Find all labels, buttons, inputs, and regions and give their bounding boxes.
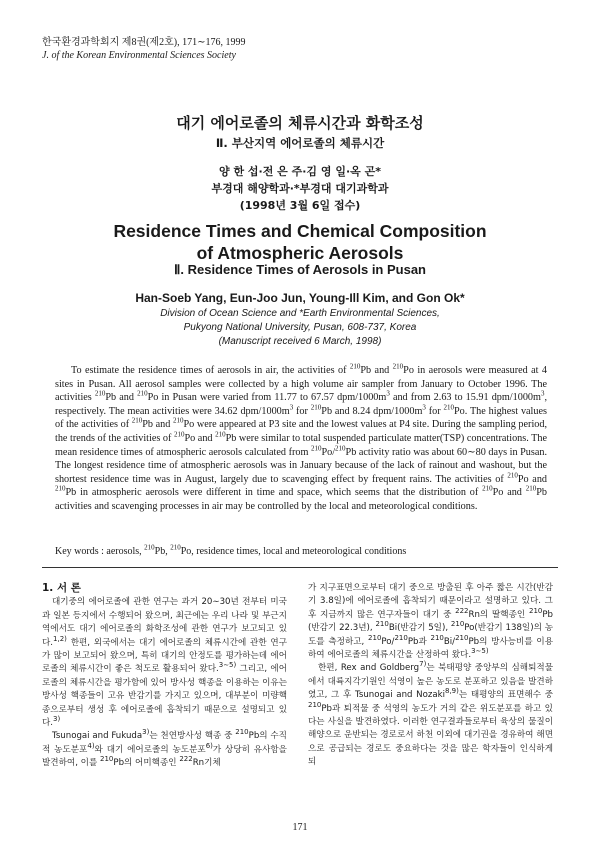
section-divider bbox=[42, 567, 558, 568]
page-number: 171 bbox=[292, 822, 308, 833]
english-title bbox=[0, 220, 600, 264]
keywords: Key words : aerosols, $^{210}$Pb, $^{210}$Po, residence times, local and meteorological conditions bbox=[55, 543, 407, 557]
korean-subtitle: Ⅱ. 부산지역 에어로졸의 체류시간 bbox=[215, 136, 385, 150]
body-column-left bbox=[42, 582, 287, 771]
korean-received-date: (1998년 3월 6일 접수) bbox=[239, 199, 361, 212]
english-affiliation-line1: Division of Ocean Science and *Earth Environmental Sciences, bbox=[160, 308, 440, 319]
body-column-right bbox=[308, 582, 553, 770]
english-author-names: Han-Soeb Yang, Eun-Joo Jun, Young-Ill Kim, and Gon Ok* bbox=[135, 291, 465, 305]
english-title-line2: of Atmospheric Aerosols bbox=[196, 243, 404, 263]
journal-header bbox=[42, 36, 245, 62]
english-received-date: (Manuscript received 6 March, 1998) bbox=[218, 336, 382, 347]
english-affiliation-line2: Pukyong National University, Pusan, 608-737, Korea bbox=[183, 322, 417, 333]
section-heading-introduction: 1. 서 론 bbox=[42, 582, 81, 594]
korean-title: 대기 에어로졸의 체류시간과 화학조성 bbox=[176, 114, 424, 132]
body-paragraph: 대기중의 에어로졸에 관한 연구는 과거 20∼30년 전부터 미국과 일본 등지에서 수행되어 왔으며, 최근에는 우리 나라 및 부근지역에서도 대기 에어로졸의 화학조성에 관한 연구가 보고되고 있다.$^{1,2)}$ 한편, 외국에서는 대기 에어로졸의 체류시간에 관한 연구가 많이 보고되어 왔으며, 특히 대기의 안정도를 평가하는데 에어로졸의 체류시간이 좋은 척도로 활용되어 왔다.$^{3\sim 5)}$ 그리고, 에어로졸의 체류시간을 평가함에 있어 방사성 핵종을 이용하는 이유는 방사성 핵종들이 고유 반감기를 가지고 있으며, 대부분이 미량핵종으로부터 생성 후 에어로졸에 흡착되기 때문으로 설명되고 있다.$^{3)}$ bbox=[42, 597, 287, 729]
english-affiliation-block bbox=[0, 307, 600, 349]
abstract: To estimate the residence times of aerosols in air, the activities of $^{210}$Pb and $^{210}$Po in aerosols were measured at 4 sites in Pusan. All aerosol samples were collected by a high volume air sampler from January to October 1996. The activities $^{210}$Pb and $^{210}$Po in Pusan were varied from 11.77 to 67.57 dpm/$1000m^3$ and from 2.63 to 15.91 dpm/$1000m^3$, respectively. The mean activities were 34.62 dpm/$1000m^3$ for $^{210}$Pb and 8.24 dpm/$1000m^3$ for $^{210}$Po. The highest values of the activities of $^{210}$Pb and $^{210}$Po were appeared at P3 site and the lowest values at P4 site. During the sampling period, the trends of the activities of $^{210}$Po and $^{210}$Pb were similar to total suspended particulate matter(TSP) concentrations. The mean residence times of atmospheric aerosols calculated from $^{210}$Po/$^{210}$Pb activity ratio was about 60∼80 days in Pusan. The longest residence time of atmospheric aerosols was in January because of the lack of rainout and washout, but the shortest residence time was in August, largely due to scavenging effect by frequent rains. The activities of $^{210}$Po and $^{210}$Pb in atmospheric aerosols were different in time and space, which seems that the distribution of $^{210}$Po and $^{210}$Pb activities and scavenging processes in air may be controlled by the local and meteorological conditions. bbox=[55, 362, 548, 512]
journal-line-kr: 한국환경과학회지 제8권(제2호), 171∼176, 1999 bbox=[42, 37, 246, 48]
english-subtitle: Ⅱ. Residence Times of Aerosols in Pusan bbox=[173, 262, 427, 277]
body-paragraph: 가 지구표면으로부터 대기 중으로 방출된 후 아주 짧은 시간(반감기 3.8일)에 에어로졸에 흡착되기 때문이라고 설명하고 있다. 그 후 지금까지 많은 연구자들이 대기 중 $^{222}$Rn의 딸핵종인 $^{210}$Pb (반감기 22.3년), $^{210}$Bi(반감기 5일), $^{210}$Po(반감기 138일)의 농도를 측정하고, $^{210}$Po/$^{210}$Pb과 $^{210}$Bi/$^{210}$Pb의 방사능비를 이용하여 에어로졸의 체류시간을 산정하여 왔다.$^{3\sim 5)}$ bbox=[308, 583, 554, 661]
korean-affiliation: 부경대 해양학과·*부경대 대기과학과 bbox=[211, 182, 389, 195]
english-title-line1: Residence Times and Chemical Composition bbox=[113, 221, 487, 241]
korean-author-names: 양 한 섭·전 은 주·김 영 일·옥 곤* bbox=[219, 165, 381, 178]
journal-line-en: J. of the Korean Environmental Sciences Society bbox=[42, 50, 236, 61]
korean-authors-block bbox=[0, 163, 600, 214]
body-paragraph: Tsunogai and Fukuda$^{3)}$는 천연방사성 핵종 중 $^{210}$Pb의 수직적 농도분포$^{4)}$와 대기 에어로졸의 농도분포$^{6)}$가 상당히 유사함을 발견하여, 이를 $^{210}$Pb의 어미핵종인 $^{222}$Rn기체 bbox=[42, 728, 287, 769]
body-paragraph: 한편, Rex and Goldberg$^{7)}$는 북태평양 중앙부의 심해퇴적물에서 대륙지각기원인 석영이 높은 농도로 분포하고 있음을 발견하였고, 그 후 Tsunogai and Nozaki$^{8,9)}$는 태평양의 표면해수 중 $^{210}$Pb과 퇴적물 중 석영의 농도가 거의 같은 위도분포를 하고 있다는 사실을 발견하였다. 이러한 연구결과들로부터 육상의 물질이 해양으로 운반되는 경로로서 하천 이외에 대기권을 경유하여 해면으로 공급되는 경로도 중요하다는 것을 많은 학자들이 인식하게 되 bbox=[308, 660, 554, 768]
